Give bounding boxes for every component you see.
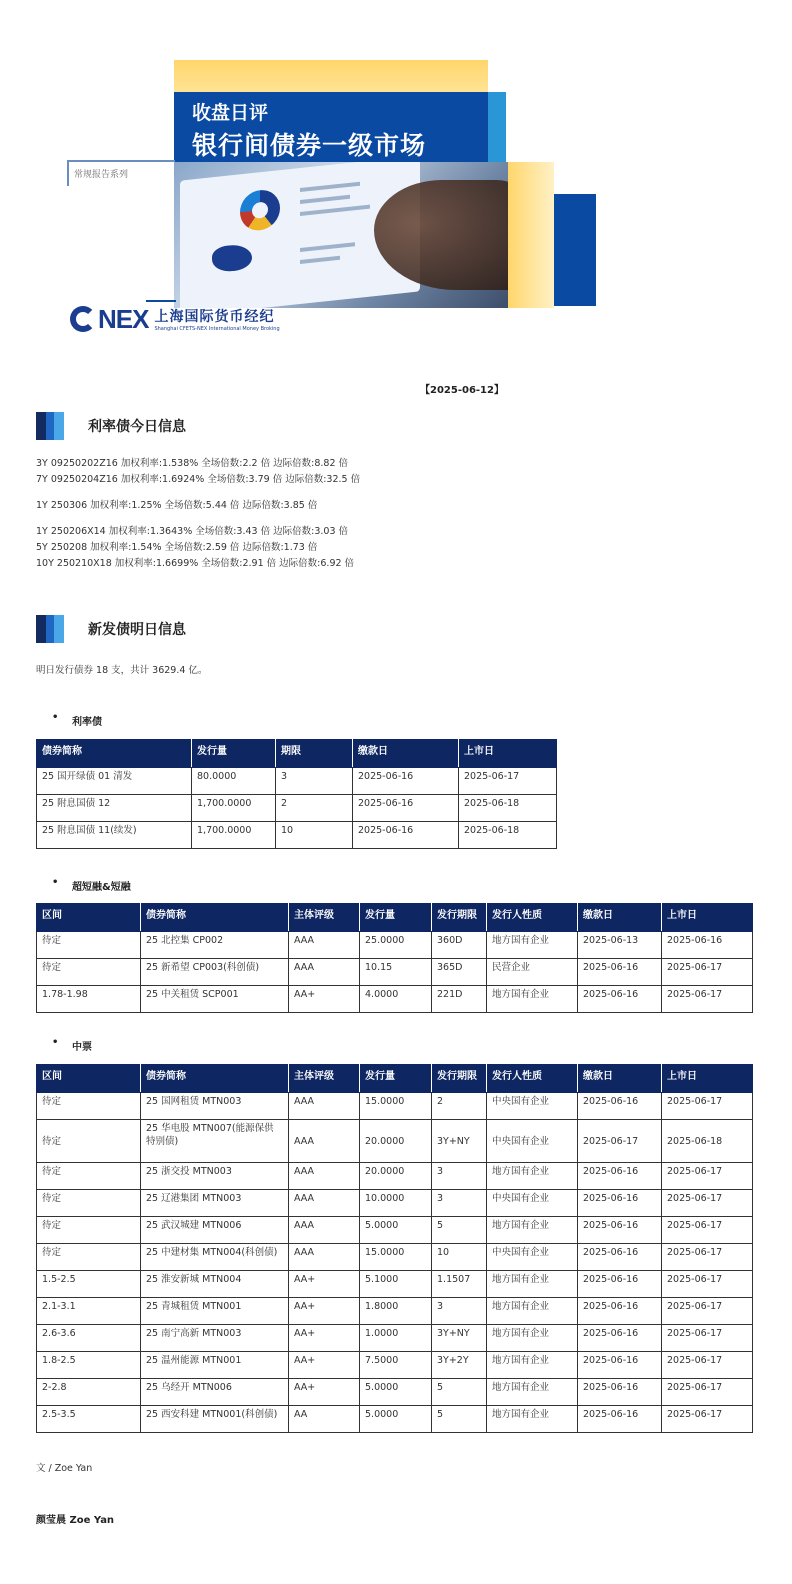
column-header: 期限	[276, 740, 353, 768]
table-cell: 2025-06-16	[578, 1271, 662, 1298]
table-cell: 365D	[432, 959, 487, 986]
table-cell: 2025-06-18	[459, 822, 557, 849]
rate-info-line: 3Y 09250202Z16 加权利率:1.538% 全场倍数:2.2 倍 边际倍数:8.82 倍	[36, 458, 349, 469]
table-cell: 2025-06-16	[353, 768, 459, 795]
table-cell: 25 中关租赁 SCP001	[141, 986, 289, 1013]
table-cell: 2025-06-17	[662, 1217, 753, 1244]
table-cell: 2025-06-18	[662, 1120, 753, 1163]
table-row	[37, 768, 557, 795]
table-cell: 2025-06-17	[662, 1271, 753, 1298]
table-cell: AA	[289, 1406, 360, 1433]
logo-c-icon	[70, 306, 96, 332]
table-cell: AA+	[289, 1379, 360, 1406]
table-cell: 25.0000	[360, 932, 432, 959]
table-cell: AA+	[289, 1325, 360, 1352]
rate-info-line: 1Y 250306 加权利率:1.25% 全场倍数:5.44 倍 边际倍数:3.85 倍	[36, 500, 318, 511]
table-cell: 2025-06-16	[578, 1298, 662, 1325]
table-row	[37, 959, 753, 986]
column-header: 发行量	[192, 740, 276, 768]
table-cell: AAA	[289, 959, 360, 986]
table-cell: AA+	[289, 986, 360, 1013]
table-cell: 2025-06-17	[662, 1163, 753, 1190]
table-cell: 25 浙交投 MTN003	[141, 1163, 289, 1190]
table-cell: AAA	[289, 1120, 360, 1163]
table-cell: 待定	[37, 959, 141, 986]
banner-yellow-right	[508, 162, 554, 308]
author-line: 文 / Zoe Yan	[36, 1463, 93, 1474]
table-cell: 2	[276, 795, 353, 822]
table-cell: 2025-06-16	[578, 959, 662, 986]
table-row	[37, 795, 557, 822]
report-series-title: 收盘日评	[192, 102, 269, 124]
column-header: 区间	[37, 1065, 141, 1093]
new-bond-summary: 明日发行债券 18 支，共计 3629.4 亿。	[36, 665, 208, 676]
column-header: 发行人性质	[487, 1065, 578, 1093]
table-cell: 2025-06-17	[662, 959, 753, 986]
table-cell: 25 附息国债 11(续发)	[37, 822, 192, 849]
table-cell: 2025-06-18	[459, 795, 557, 822]
table-row	[37, 1120, 753, 1163]
table-row	[37, 822, 557, 849]
table-row	[37, 1325, 753, 1352]
table-cell: 25 国开绿债 01 清发	[37, 768, 192, 795]
table-cell: 地方国有企业	[487, 1163, 578, 1190]
table-cell: 待定	[37, 1163, 141, 1190]
table-cell: 25 武汉城建 MTN006	[141, 1217, 289, 1244]
table-cell: 5.0000	[360, 1379, 432, 1406]
table-cell: AA+	[289, 1352, 360, 1379]
table-cell: 1.8-2.5	[37, 1352, 141, 1379]
logo-divider	[146, 300, 176, 302]
table-cell: 地方国有企业	[487, 1352, 578, 1379]
table-row	[37, 1217, 753, 1244]
table-cell: 地方国有企业	[487, 1406, 578, 1433]
table-cell: AAA	[289, 1163, 360, 1190]
column-header: 主体评级	[289, 904, 360, 932]
dashboard-line	[300, 182, 360, 192]
table-cell: 2025-06-16	[578, 1244, 662, 1271]
column-header: 缴款日	[353, 740, 459, 768]
table-cell: 2025-06-17	[662, 1352, 753, 1379]
table-cell: 5.1000	[360, 1271, 432, 1298]
table-cell: 3Y+2Y	[432, 1352, 487, 1379]
table-row	[37, 1406, 753, 1433]
table-cell: 15.0000	[360, 1244, 432, 1271]
table-cell: 待定	[37, 932, 141, 959]
table-cell: 2.6-3.6	[37, 1325, 141, 1352]
banner-title-box	[174, 92, 506, 162]
table-cell: 2.5-3.5	[37, 1406, 141, 1433]
table-cell: 待定	[37, 1244, 141, 1271]
table-cell: 2025-06-17	[662, 1406, 753, 1433]
table-cell: 5	[432, 1217, 487, 1244]
dashboard-line	[300, 242, 355, 252]
table-cell: 待定	[37, 1190, 141, 1217]
table-cell: 4.0000	[360, 986, 432, 1013]
table-cell: 25 温州能源 MTN001	[141, 1352, 289, 1379]
table-cell: 中央国有企业	[487, 1093, 578, 1120]
table-cell: 25 辽港集团 MTN003	[141, 1190, 289, 1217]
table-cell: 25 附息国债 12	[37, 795, 192, 822]
column-header: 区间	[37, 904, 141, 932]
table-cell: 3	[432, 1163, 487, 1190]
table-row	[37, 1190, 753, 1217]
table-cell: AA+	[289, 1298, 360, 1325]
table-cell: 中央国有企业	[487, 1244, 578, 1271]
table-cell: 地方国有企业	[487, 1298, 578, 1325]
table-cell: 25 新希望 CP003(科创债)	[141, 959, 289, 986]
table-cell: 地方国有企业	[487, 1271, 578, 1298]
table-cell: 地方国有企业	[487, 1325, 578, 1352]
table-cell: AAA	[289, 1190, 360, 1217]
table-cell: 10.15	[360, 959, 432, 986]
table-cell: 10	[432, 1244, 487, 1271]
author-name: 颜莹晨 Zoe Yan	[36, 1515, 115, 1526]
column-header: 发行人性质	[487, 904, 578, 932]
table-cell: 地方国有企业	[487, 986, 578, 1013]
table-cell: 3Y+NY	[432, 1325, 487, 1352]
table-cell: 中央国有企业	[487, 1190, 578, 1217]
table-cell: 5	[432, 1406, 487, 1433]
table-cell: 3	[276, 768, 353, 795]
logo-company-name: 上海国际货币经纪	[154, 309, 275, 325]
table-cell: 221D	[432, 986, 487, 1013]
table-cell: 1.8000	[360, 1298, 432, 1325]
column-header: 债券简称	[141, 1065, 289, 1093]
table-cell: 1.5-2.5	[37, 1271, 141, 1298]
table-cell: 2025-06-16	[353, 822, 459, 849]
table-row	[37, 932, 753, 959]
table-cell: 25 青城租赁 MTN001	[141, 1298, 289, 1325]
table-cell: 1.0000	[360, 1325, 432, 1352]
table-cell: 2025-06-16	[578, 1190, 662, 1217]
section-header-rate-today	[36, 412, 186, 440]
dashboard-line	[300, 256, 340, 264]
table-cell: 3	[432, 1190, 487, 1217]
rate-info-line: 1Y 250206X14 加权利率:1.3643% 全场倍数:3.43 倍 边际倍数:3.03 倍	[36, 526, 349, 537]
table-cell: 2-2.8	[37, 1379, 141, 1406]
table-cell: 2025-06-16	[662, 932, 753, 959]
map-icon	[212, 243, 252, 273]
table-row	[37, 1379, 753, 1406]
table-header-row	[37, 740, 557, 768]
table-cell: 25 南宁高新 MTN003	[141, 1325, 289, 1352]
table-cell: AAA	[289, 1093, 360, 1120]
table-cell: 10.0000	[360, 1190, 432, 1217]
table-cell: 5.0000	[360, 1406, 432, 1433]
table-row	[37, 1352, 753, 1379]
banner-photo	[174, 162, 508, 308]
rate-info-line: 10Y 250210X18 加权利率:1.6699% 全场倍数:2.91 倍 边际倍数:6.92 倍	[36, 558, 355, 569]
table-header-row	[37, 1065, 753, 1093]
table-cell: 待定	[37, 1217, 141, 1244]
table-cell: AA+	[289, 1271, 360, 1298]
logo-nex-text: NEX	[98, 303, 149, 334]
table-cell: 2025-06-16	[578, 1163, 662, 1190]
table-cell: 80.0000	[192, 768, 276, 795]
table-row	[37, 1244, 753, 1271]
column-header: 发行期限	[432, 904, 487, 932]
table-cell: 15.0000	[360, 1093, 432, 1120]
rate-info-group-1	[36, 456, 360, 488]
table-cell: 25 华电股 MTN007(能源保供特别债)	[141, 1120, 289, 1163]
table-cell: 地方国有企业	[487, 1379, 578, 1406]
table-cell: 25 北控集 CP002	[141, 932, 289, 959]
table-cell: 2025-06-16	[578, 986, 662, 1013]
bullet-short-term	[54, 878, 131, 893]
report-title: 银行间债券一级市场	[192, 131, 427, 160]
section-marker-icon	[36, 412, 64, 440]
table-cell: AAA	[289, 1217, 360, 1244]
table-cell: 2025-06-13	[578, 932, 662, 959]
bullet-label: 中票	[72, 1042, 92, 1053]
table-cell: 2025-06-16	[578, 1406, 662, 1433]
table-cell: 地方国有企业	[487, 1217, 578, 1244]
table-cell: 2025-06-17	[459, 768, 557, 795]
company-logo	[70, 304, 280, 334]
table-cell: 25 乌经开 MTN006	[141, 1379, 289, 1406]
table-cell: 2025-06-17	[662, 1190, 753, 1217]
table-cell: 中央国有企业	[487, 1120, 578, 1163]
table-cell: 2025-06-17	[662, 1093, 753, 1120]
table-cell: 民营企业	[487, 959, 578, 986]
section-marker-icon	[36, 615, 64, 643]
table-cell: 待定	[37, 1120, 141, 1163]
bullet-label: 超短融&短融	[72, 882, 131, 893]
column-header: 主体评级	[289, 1065, 360, 1093]
section-title: 利率债今日信息	[88, 419, 186, 435]
donut-chart-icon	[240, 188, 280, 232]
table-cell: 5.0000	[360, 1217, 432, 1244]
table-cell: 3	[432, 1298, 487, 1325]
rate-info-line: 5Y 250208 加权利率:1.54% 全场倍数:2.59 倍 边际倍数:1.73 倍	[36, 542, 318, 553]
table-cell: 2	[432, 1093, 487, 1120]
table-cell: 1.78-1.98	[37, 986, 141, 1013]
table-cell: 2025-06-16	[578, 1352, 662, 1379]
table-cell: 2025-06-16	[578, 1379, 662, 1406]
table-cell: 2025-06-16	[578, 1325, 662, 1352]
column-header: 缴款日	[578, 904, 662, 932]
banner-accent	[488, 92, 506, 162]
table-cell: 1.1507	[432, 1271, 487, 1298]
table-cell: 2025-06-17	[662, 1325, 753, 1352]
table-row	[37, 1093, 753, 1120]
table-cell: 25 中建材集 MTN004(科创债)	[141, 1244, 289, 1271]
short-term-bond-table	[36, 903, 753, 1013]
rate-bond-table	[36, 739, 557, 849]
table-cell: 7.5000	[360, 1352, 432, 1379]
table-cell: 20.0000	[360, 1163, 432, 1190]
section-header-new-bonds	[36, 615, 186, 643]
table-cell: 2.1-3.1	[37, 1298, 141, 1325]
column-header: 上市日	[662, 1065, 753, 1093]
bullet-label: 利率债	[72, 717, 102, 728]
section-title: 新发债明日信息	[88, 622, 186, 638]
table-cell: 25 国网租赁 MTN003	[141, 1093, 289, 1120]
table-header-row	[37, 904, 753, 932]
table-cell: 2025-06-17	[662, 1379, 753, 1406]
table-row	[37, 986, 753, 1013]
table-cell: 25 西安科建 MTN001(科创债)	[141, 1406, 289, 1433]
table-cell: 3Y+NY	[432, 1120, 487, 1163]
table-row	[37, 1298, 753, 1325]
dashboard-line	[300, 195, 350, 204]
table-cell: 1,700.0000	[192, 795, 276, 822]
table-cell: 2025-06-16	[578, 1217, 662, 1244]
table-cell: AAA	[289, 932, 360, 959]
column-header: 上市日	[662, 904, 753, 932]
column-header: 上市日	[459, 740, 557, 768]
table-cell: 2025-06-16	[353, 795, 459, 822]
table-cell: 25 淮安新城 MTN004	[141, 1271, 289, 1298]
report-banner	[0, 0, 792, 340]
column-header: 发行量	[360, 1065, 432, 1093]
mtn-bond-table	[36, 1064, 753, 1433]
table-cell: 2025-06-16	[578, 1093, 662, 1120]
table-cell: 360D	[432, 932, 487, 959]
logo-company-name-en: Shanghai CFETS-NEX International Money Broking	[154, 326, 280, 332]
banner-blue-right	[554, 194, 596, 306]
table-cell: 20.0000	[360, 1120, 432, 1163]
table-cell: 10	[276, 822, 353, 849]
table-cell: 2025-06-17	[662, 1244, 753, 1271]
column-header: 债券简称	[37, 740, 192, 768]
column-header: 债券简称	[141, 904, 289, 932]
table-cell: 地方国有企业	[487, 932, 578, 959]
table-cell: 2025-06-17	[662, 986, 753, 1013]
column-header: 发行量	[360, 904, 432, 932]
table-cell: 待定	[37, 1093, 141, 1120]
rate-info-line: 7Y 09250204Z16 加权利率:1.6924% 全场倍数:3.79 倍 边际倍数:32.5 倍	[36, 474, 361, 485]
column-header: 发行期限	[432, 1065, 487, 1093]
column-header: 缴款日	[578, 1065, 662, 1093]
table-cell: 1,700.0000	[192, 822, 276, 849]
table-cell: 5	[432, 1379, 487, 1406]
table-cell: 2025-06-17	[578, 1120, 662, 1163]
rate-info-group-3	[36, 524, 354, 572]
dashboard-line	[300, 205, 370, 216]
table-row	[37, 1163, 753, 1190]
series-label: 常规报告系列	[74, 170, 129, 180]
bullet-mtn	[54, 1038, 92, 1053]
bullet-rate-bonds	[54, 713, 102, 728]
table-cell: AAA	[289, 1244, 360, 1271]
table-cell: 2025-06-17	[662, 1298, 753, 1325]
report-date: 【2025-06-12】	[420, 385, 504, 396]
rate-info-group-2	[36, 498, 317, 514]
table-row	[37, 1271, 753, 1298]
banner-yellow-block	[174, 60, 488, 96]
